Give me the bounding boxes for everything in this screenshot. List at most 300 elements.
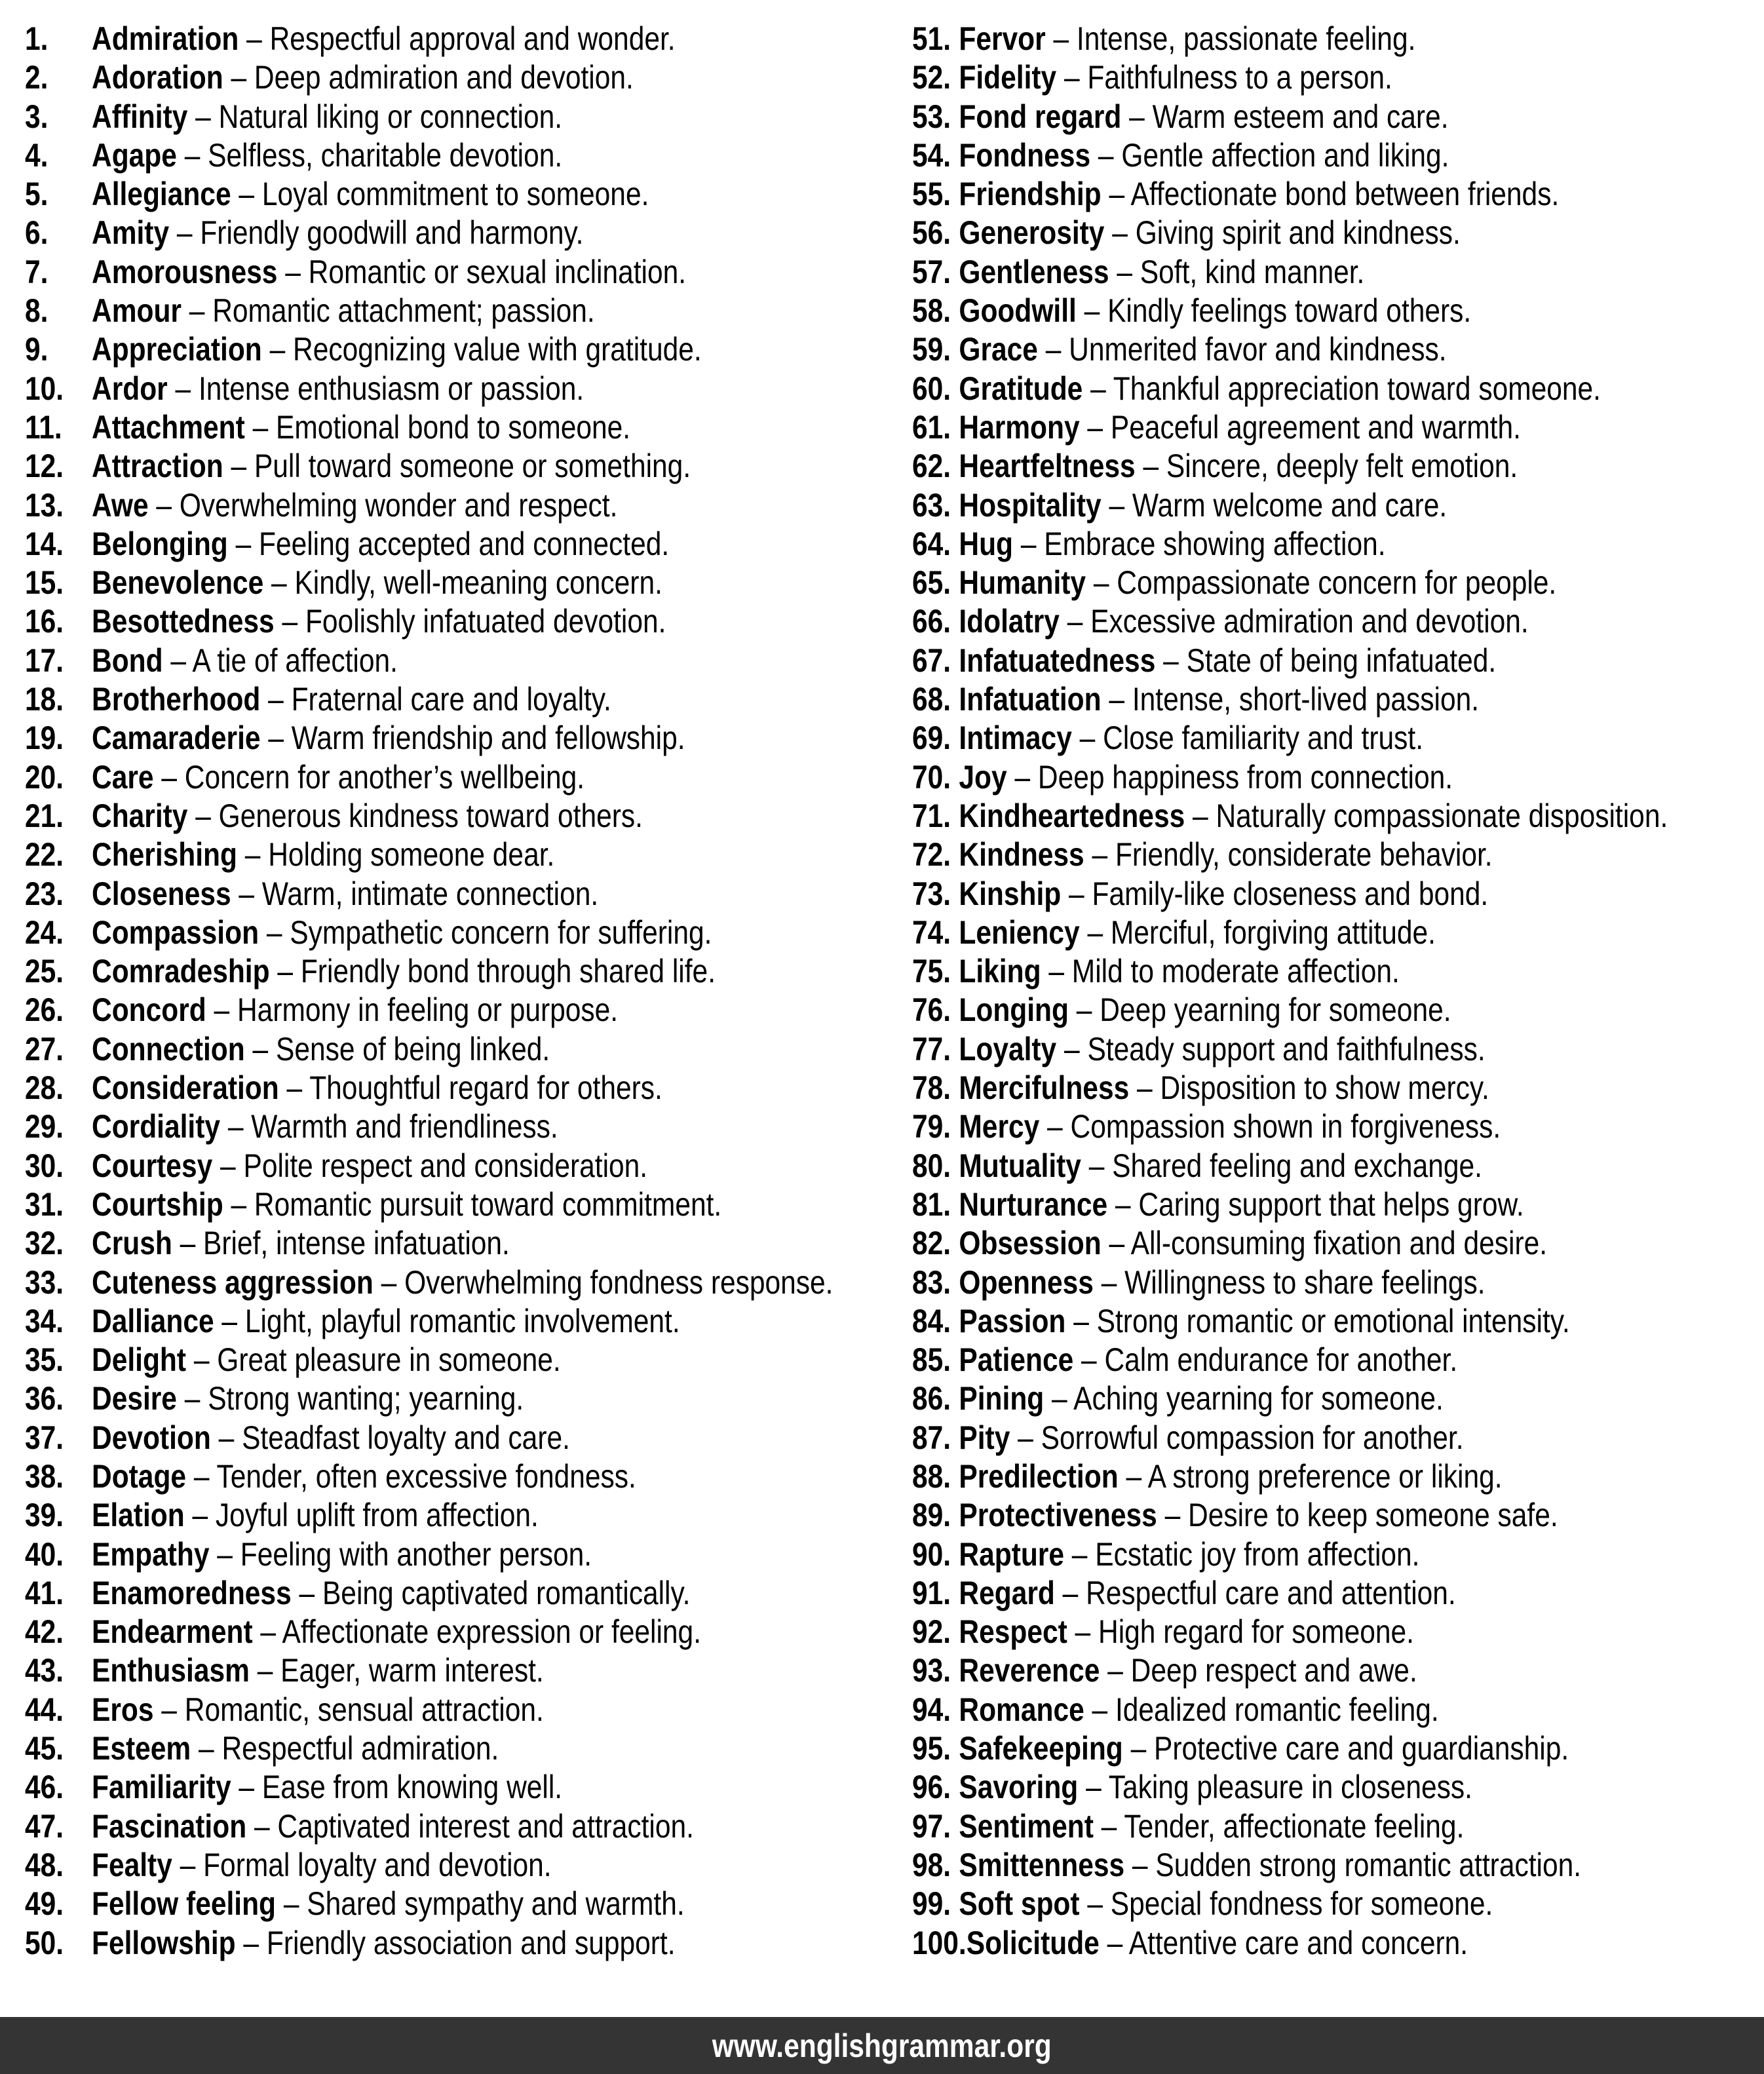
list-item (912, 913, 1668, 952)
item-definition: – Eager, warm interest. (249, 1652, 544, 1689)
item-definition: – Kindly, well-meaning concern. (263, 564, 662, 602)
list-item (912, 1729, 1668, 1768)
item-term: Gentleness (959, 253, 1109, 290)
item-term: Liking (959, 953, 1041, 990)
item-number: 21. (25, 797, 64, 834)
item-term: Allegiance (92, 176, 231, 213)
item-number: 23. (25, 875, 64, 912)
item-number: 63. (912, 486, 951, 524)
list-item (25, 991, 833, 1029)
item-term: Pity (959, 1419, 1010, 1456)
list-item (25, 370, 833, 408)
item-definition: – Taking pleasure in closeness. (1078, 1769, 1472, 1806)
item-term: Cuteness aggression (92, 1263, 374, 1301)
list-item (912, 1691, 1668, 1729)
item-definition: – Strong wanting; yearning. (176, 1380, 524, 1417)
list-item (25, 98, 833, 136)
list-item (912, 1341, 1668, 1379)
item-definition: – Captivated interest and attraction. (246, 1807, 694, 1845)
list-item (912, 1379, 1668, 1418)
item-number: 28. (25, 1069, 64, 1107)
list-item (25, 835, 833, 874)
item-number: 69. (912, 720, 951, 757)
item-definition: – Light, playful romantic involvement. (214, 1302, 680, 1339)
item-definition: – Foolishly infatuated devotion. (274, 603, 666, 640)
website-url: www.englishgrammar.org (712, 2027, 1052, 2064)
item-term: Joy (959, 758, 1007, 796)
item-term: Enthusiasm (92, 1652, 250, 1689)
item-definition: – Peaceful agreement and warmth. (1079, 408, 1521, 446)
list-item (25, 1263, 833, 1302)
item-number: 78. (912, 1069, 951, 1107)
list-item (25, 1885, 833, 1923)
item-number: 71. (912, 797, 951, 834)
item-definition: – Joyful uplift from affection. (184, 1497, 539, 1534)
item-number: 72. (912, 836, 951, 874)
item-number: 35. (25, 1341, 64, 1379)
list-item (912, 835, 1668, 874)
list-item (25, 408, 833, 447)
item-definition: – Friendly goodwill and harmony. (169, 214, 584, 252)
item-number: 93. (912, 1652, 951, 1689)
list-item (912, 1302, 1668, 1341)
item-number: 99. (912, 1885, 951, 1923)
item-definition: – Intense, short-lived passion. (1101, 681, 1480, 718)
item-number: 89. (912, 1497, 951, 1534)
item-number: 41. (25, 1574, 64, 1611)
item-term: Fidelity (959, 59, 1057, 96)
item-number: 19. (25, 720, 64, 757)
item-number: 32. (25, 1225, 64, 1262)
list-item (912, 719, 1668, 758)
item-definition: – Protective care and guardianship. (1122, 1730, 1569, 1767)
item-term: Loyalty (959, 1030, 1057, 1067)
item-definition: – Naturally compassionate disposition. (1185, 797, 1668, 834)
item-definition: – Romantic or sexual inclination. (277, 253, 687, 290)
item-definition: – Concern for another’s wellbeing. (153, 758, 585, 796)
list-item (912, 1885, 1668, 1923)
list-item (25, 1379, 833, 1418)
item-number: 66. (912, 603, 951, 640)
item-term: Brotherhood (92, 681, 261, 718)
item-term: Elation (92, 1497, 185, 1534)
list-item (912, 20, 1668, 58)
item-term: Kindheartedness (959, 797, 1185, 834)
item-number: 34. (25, 1302, 64, 1339)
list-item (25, 292, 833, 330)
item-term: Comradeship (92, 953, 270, 990)
item-term: Mutuality (959, 1147, 1081, 1184)
list-item (912, 1496, 1668, 1535)
item-number: 91. (912, 1574, 951, 1611)
item-number: 85. (912, 1341, 951, 1379)
item-number: 12. (25, 448, 64, 485)
item-number: 25. (25, 953, 64, 990)
item-number: 5. (25, 176, 48, 213)
item-term: Endearment (92, 1613, 253, 1651)
list-item (25, 1147, 833, 1185)
item-number: 1. (25, 20, 48, 57)
item-term: Care (92, 758, 154, 796)
item-definition: – Respectful care and attention. (1054, 1574, 1456, 1611)
item-definition: – Polite respect and consideration. (212, 1147, 648, 1184)
item-term: Goodwill (959, 292, 1077, 330)
item-number: 36. (25, 1380, 64, 1417)
item-definition: – Mild to moderate affection. (1041, 953, 1400, 990)
item-number: 80. (912, 1147, 951, 1184)
item-number: 3. (25, 98, 48, 135)
item-definition: – Recognizing value with gratitude. (261, 331, 702, 368)
item-definition: – Deep happiness from connection. (1007, 758, 1453, 796)
item-definition: – Idealized romantic feeling. (1084, 1691, 1439, 1728)
item-term: Regard (959, 1574, 1055, 1611)
item-number: 96. (912, 1769, 951, 1806)
list-item (25, 1807, 833, 1846)
list-item (25, 447, 833, 486)
item-definition: – Merciful, forgiving attitude. (1079, 913, 1436, 951)
item-definition: – A tie of affection. (163, 642, 398, 679)
item-number: 45. (25, 1730, 64, 1767)
item-definition: – State of being infatuated. (1155, 642, 1497, 679)
item-number: 43. (25, 1652, 64, 1689)
item-definition: – Respectful admiration. (191, 1730, 499, 1767)
item-term: Bond (92, 642, 163, 679)
item-number: 62. (912, 448, 951, 485)
item-number: 81. (912, 1185, 951, 1223)
item-definition: – Special fondness for someone. (1079, 1885, 1493, 1923)
list-item (25, 525, 833, 564)
item-number: 88. (912, 1457, 951, 1495)
item-definition: – Strong romantic or emotional intensity. (1065, 1302, 1570, 1339)
item-definition: – Aching yearning for someone. (1044, 1380, 1444, 1417)
item-term: Crush (92, 1225, 172, 1262)
item-term: Connection (92, 1030, 245, 1067)
item-term: Cherishing (92, 836, 237, 874)
item-definition: – Formal loyalty and devotion. (172, 1846, 552, 1883)
item-definition: – Kindly feelings toward others. (1076, 292, 1472, 330)
item-number: 7. (25, 253, 48, 290)
list-item (25, 175, 833, 214)
list-item (912, 1224, 1668, 1263)
item-term: Attachment (92, 408, 245, 446)
item-number: 59. (912, 331, 951, 368)
list-item (25, 486, 833, 525)
item-definition: – Warm friendship and fellowship. (260, 720, 685, 757)
item-term: Fervor (959, 20, 1046, 57)
item-definition: – Intense enthusiasm or passion. (167, 370, 585, 407)
item-term: Savoring (959, 1769, 1079, 1806)
item-definition: – Harmony in feeling or purpose. (206, 991, 619, 1029)
list-item (912, 1263, 1668, 1302)
item-term: Fascination (92, 1807, 247, 1845)
item-definition: – Excessive admiration and devotion. (1059, 603, 1529, 640)
word-list-column-right (912, 20, 1764, 1963)
item-number: 9. (25, 331, 48, 368)
item-definition: – Ecstatic joy from affection. (1064, 1535, 1420, 1573)
item-term: Soft spot (959, 1885, 1080, 1923)
item-term: Pining (959, 1380, 1045, 1417)
item-term: Infatuatedness (959, 642, 1156, 679)
item-term: Enamoredness (92, 1574, 292, 1611)
item-term: Camaraderie (92, 720, 261, 757)
item-number: 4. (25, 136, 48, 174)
item-term: Besottedness (92, 603, 275, 640)
item-number: 65. (912, 564, 951, 602)
item-definition: – Tender, affectionate feeling. (1093, 1807, 1465, 1845)
list-item (25, 1535, 833, 1574)
item-definition: – Natural liking or connection. (187, 98, 563, 135)
item-definition: – Overwhelming fondness response. (373, 1263, 834, 1301)
list-item (25, 1419, 833, 1457)
item-definition: – Sorrowful compassion for another. (1010, 1419, 1464, 1456)
item-definition: – Deep admiration and devotion. (223, 59, 634, 96)
list-item (25, 952, 833, 991)
item-definition: – Selfless, charitable devotion. (176, 136, 563, 174)
item-number: 15. (25, 564, 64, 602)
list-item (912, 952, 1668, 991)
item-definition: – Tender, often excessive fondness. (186, 1457, 636, 1495)
list-item (25, 758, 833, 797)
item-term: Humanity (959, 564, 1086, 602)
item-number: 68. (912, 681, 951, 718)
item-definition: – Shared feeling and exchange. (1081, 1147, 1482, 1184)
item-number: 51. (912, 20, 951, 57)
item-term: Grace (959, 331, 1038, 368)
list-item (912, 408, 1668, 447)
item-definition: – All-consuming fixation and desire. (1101, 1225, 1548, 1262)
item-definition: – Thankful appreciation toward someone. (1083, 370, 1601, 407)
list-item (912, 875, 1668, 913)
item-definition: – Attentive care and concern. (1099, 1924, 1468, 1961)
item-term: Safekeeping (959, 1730, 1123, 1767)
list-item (25, 214, 833, 252)
list-item (25, 642, 833, 680)
item-definition: – Sincere, deeply felt emotion. (1135, 448, 1518, 485)
list-item (25, 1651, 833, 1690)
list-item (912, 1419, 1668, 1457)
list-item (912, 214, 1668, 252)
item-number: 74. (912, 913, 951, 951)
list-item (25, 58, 833, 97)
item-definition: – Respectful approval and wonder. (239, 20, 676, 57)
item-definition: – Overwhelming wonder and respect. (148, 486, 618, 524)
list-item (912, 1846, 1668, 1885)
list-item (912, 1030, 1668, 1069)
list-item (912, 1924, 1668, 1963)
item-number: 73. (912, 875, 951, 912)
item-definition: – Feeling with another person. (209, 1535, 592, 1573)
item-definition: – Friendly association and support. (235, 1924, 676, 1961)
item-number: 75. (912, 953, 951, 990)
list-item (25, 1107, 833, 1146)
item-number: 26. (25, 991, 64, 1029)
item-definition: – Faithfulness to a person. (1056, 59, 1392, 96)
item-definition: – Unmerited favor and kindness. (1037, 331, 1447, 368)
item-number: 16. (25, 603, 64, 640)
item-number: 64. (912, 525, 951, 562)
list-item (25, 719, 833, 758)
item-number: 70. (912, 758, 951, 796)
list-item (912, 330, 1668, 369)
item-number: 55. (912, 176, 951, 213)
item-definition: – Warm esteem and care. (1121, 98, 1449, 135)
list-item (25, 1768, 833, 1807)
item-term: Cordiality (92, 1108, 221, 1145)
list-item (25, 253, 833, 292)
list-item (25, 1457, 833, 1496)
item-definition: – Shared sympathy and warmth. (276, 1885, 685, 1923)
item-term: Dotage (92, 1457, 187, 1495)
list-item (912, 1574, 1668, 1613)
item-definition: – Compassion shown in forgiveness. (1039, 1108, 1501, 1145)
item-number: 87. (912, 1419, 951, 1456)
item-number: 61. (912, 408, 951, 446)
item-definition: – Steady support and faithfulness. (1056, 1030, 1486, 1067)
list-item (25, 20, 833, 58)
list-item (912, 58, 1668, 97)
item-term: Awe (92, 486, 149, 524)
item-term: Rapture (959, 1535, 1064, 1573)
list-item (912, 447, 1668, 486)
item-term: Adoration (92, 59, 223, 96)
list-item (25, 330, 833, 369)
item-number: 100. (912, 1924, 967, 1961)
list-item (912, 642, 1668, 680)
item-definition: – Being captivated romantically. (291, 1574, 691, 1611)
item-number: 13. (25, 486, 64, 524)
item-number: 79. (912, 1108, 951, 1145)
list-item (25, 1341, 833, 1379)
item-definition: – Romantic pursuit toward commitment. (223, 1185, 722, 1223)
item-definition: – Steadfast loyalty and care. (210, 1419, 570, 1456)
item-term: Nurturance (959, 1185, 1108, 1223)
item-term: Fondness (959, 136, 1091, 174)
item-definition: – Emotional bond to someone. (244, 408, 631, 446)
item-definition: – Warm welcome and care. (1101, 486, 1448, 524)
item-term: Hug (959, 525, 1014, 562)
item-number: 82. (912, 1225, 951, 1262)
item-term: Idolatry (959, 603, 1060, 640)
list-item (25, 1729, 833, 1768)
item-number: 54. (912, 136, 951, 174)
item-number: 27. (25, 1030, 64, 1067)
item-number: 37. (25, 1419, 64, 1456)
list-item (912, 602, 1668, 641)
item-number: 97. (912, 1807, 951, 1845)
item-term: Heartfeltness (959, 448, 1136, 485)
list-item (25, 1613, 833, 1651)
item-number: 44. (25, 1691, 64, 1728)
item-definition: – Generous kindness toward others. (187, 797, 643, 834)
item-term: Longing (959, 991, 1069, 1029)
item-number: 18. (25, 681, 64, 718)
item-number: 77. (912, 1030, 951, 1067)
item-number: 38. (25, 1457, 64, 1495)
item-definition: – Intense, passionate feeling. (1045, 20, 1416, 57)
item-term: Charity (92, 797, 188, 834)
list-item (912, 370, 1668, 408)
item-number: 20. (25, 758, 64, 796)
item-definition: – Friendly, considerate behavior. (1084, 836, 1493, 874)
item-term: Closeness (92, 875, 231, 912)
item-term: Passion (959, 1302, 1066, 1339)
item-number: 52. (912, 59, 951, 96)
list-item (912, 98, 1668, 136)
item-definition: – Feeling accepted and connected. (227, 525, 670, 562)
item-term: Fealty (92, 1846, 172, 1883)
list-item (912, 1535, 1668, 1574)
item-definition: – Romantic attachment; passion. (181, 292, 595, 330)
list-item (912, 1107, 1668, 1146)
item-definition: – Fraternal care and loyalty. (260, 681, 611, 718)
item-term: Solicitude (966, 1924, 1100, 1961)
item-definition: – Deep yearning for someone. (1068, 991, 1451, 1029)
item-term: Respect (959, 1613, 1067, 1651)
item-term: Protectiveness (959, 1497, 1157, 1534)
item-term: Friendship (959, 176, 1102, 213)
item-term: Kinship (959, 875, 1062, 912)
item-term: Familiarity (92, 1769, 231, 1806)
item-definition: – Warmth and friendliness. (220, 1108, 558, 1145)
list-item (912, 1807, 1668, 1846)
item-number: 24. (25, 913, 64, 951)
item-term: Belonging (92, 525, 228, 562)
list-item (25, 1224, 833, 1263)
list-item (912, 486, 1668, 525)
item-number: 30. (25, 1147, 64, 1184)
list-item (912, 253, 1668, 292)
item-number: 31. (25, 1185, 64, 1223)
item-number: 67. (912, 642, 951, 679)
item-term: Eros (92, 1691, 154, 1728)
item-number: 56. (912, 214, 951, 252)
item-term: Compassion (92, 913, 259, 951)
item-definition: – Close familiarity and trust. (1071, 720, 1424, 757)
item-number: 17. (25, 642, 64, 679)
list-item (912, 175, 1668, 214)
item-number: 50. (25, 1924, 64, 1961)
item-definition: – Friendly bond through shared life. (269, 953, 716, 990)
item-definition: – High regard for someone. (1067, 1613, 1414, 1651)
item-term: Infatuation (959, 681, 1102, 718)
item-term: Courtship (92, 1185, 223, 1223)
item-term: Kindness (959, 836, 1084, 874)
item-term: Patience (959, 1341, 1074, 1379)
item-number: 95. (912, 1730, 951, 1767)
item-number: 8. (25, 292, 48, 330)
item-term: Hospitality (959, 486, 1102, 524)
item-definition: – Willingness to share feelings. (1093, 1263, 1486, 1301)
item-term: Devotion (92, 1419, 211, 1456)
list-item (25, 1185, 833, 1224)
list-item (912, 136, 1668, 175)
item-term: Harmony (959, 408, 1080, 446)
item-definition: – Family-like closeness and bond. (1061, 875, 1489, 912)
list-item (25, 913, 833, 952)
item-term: Appreciation (92, 331, 262, 368)
list-item (912, 292, 1668, 330)
list-item (25, 1574, 833, 1613)
list-item (25, 1030, 833, 1069)
item-number: 29. (25, 1108, 64, 1145)
item-definition: – Compassionate concern for people. (1086, 564, 1557, 602)
item-term: Fellowship (92, 1924, 236, 1961)
item-definition: – Sudden strong romantic attraction. (1124, 1846, 1582, 1883)
item-definition: – Affectionate bond between friends. (1101, 176, 1560, 213)
item-term: Amour (92, 292, 182, 330)
item-number: 10. (25, 370, 64, 407)
list-item (25, 136, 833, 175)
